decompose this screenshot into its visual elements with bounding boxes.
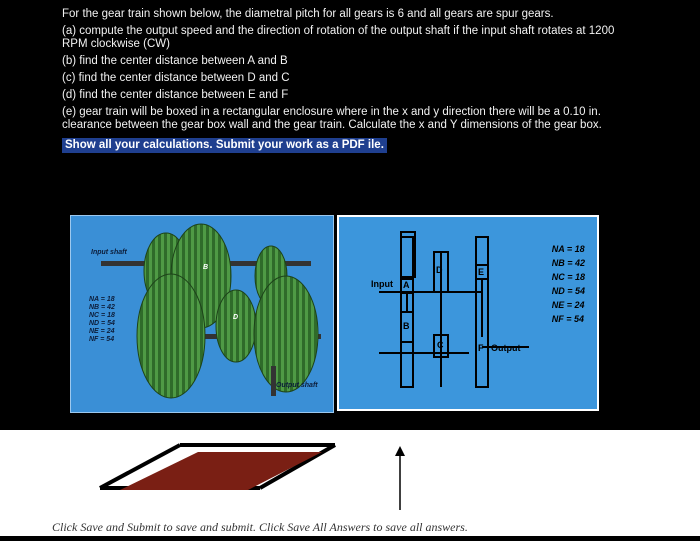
footer-instruction: Click Save and Submit to save and submit. Click Save All Answers to save all answers. (52, 520, 468, 534)
left-tooth-counts: NA = 18 NB = 42 NC = 18 ND = 54 NE = 24 NF = 54 (89, 296, 115, 343)
input-shaft-label: Input shaft (91, 249, 127, 256)
gear-f-label: F (478, 343, 484, 353)
gear-train-illustration (70, 215, 334, 413)
gear-e-label: E (478, 267, 485, 277)
problem-statement (62, 8, 622, 153)
submission-instruction: Show all your calculations. Submit your work as a PDF ile. (62, 138, 387, 153)
gear-letter-b: B (203, 264, 209, 271)
output-label: Output (491, 343, 521, 353)
problem-part-c: (c) find the center distance between D and C (62, 72, 290, 84)
output-shaft-label: Output shaft (276, 382, 318, 389)
gear-f (254, 276, 318, 392)
gear-c-label: C (437, 340, 444, 350)
output-shaft (271, 366, 276, 396)
gear-letter-d: D (233, 314, 239, 321)
problem-part-d: (d) find the center distance between E and F (62, 89, 289, 101)
input-label: Input (371, 279, 393, 289)
gear-train-schematic (337, 215, 599, 411)
gear-d (137, 274, 205, 398)
y-arrowhead (395, 446, 405, 456)
problem-intro: For the gear train shown below, the diametral pitch for all gears is 6 and all gears are spur gears. (62, 8, 554, 20)
problem-part-a: (a) compute the output speed and the direction of rotation of the output shaft if the input shaft rotates at 1200 RPM clockwise (CW) (62, 25, 615, 50)
problem-part-e: (e) gear train will be boxed in a rectangular enclosure where in the x and y direction there will be a 0.10 in. clearance between the gear box wall and the gear train. Calculate the x and Y dimensions of the gear box. (62, 106, 602, 131)
right-tooth-counts: NA = 18 NB = 42 NC = 18 ND = 54 NE = 24 NF = 54 (551, 244, 585, 324)
gear-e (216, 290, 256, 362)
gear-a-label: A (403, 280, 410, 290)
gear-b-label: B (403, 321, 410, 331)
problem-part-b: (b) find the center distance between A and B (62, 55, 288, 67)
gear-d-label: D (436, 265, 443, 275)
